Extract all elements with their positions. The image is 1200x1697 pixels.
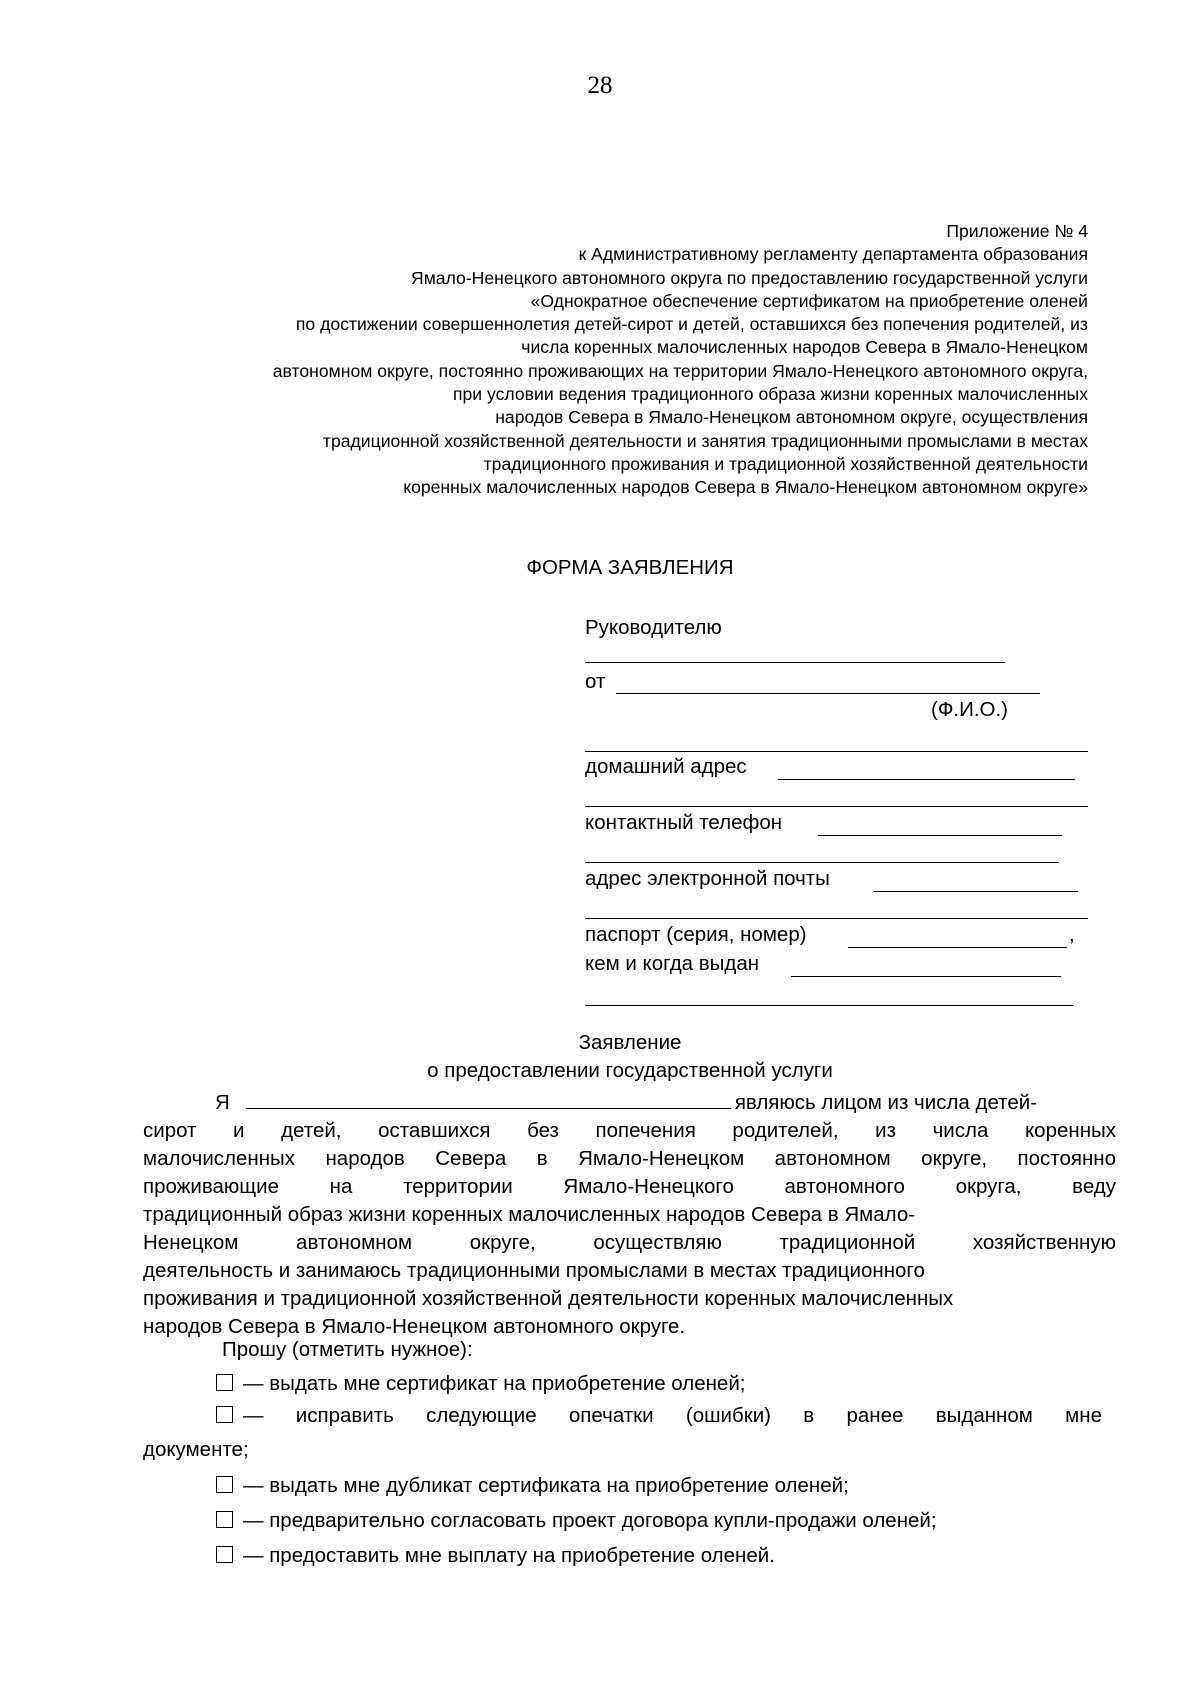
appendix-line: «Однократное обеспечение сертификатом на приобретение оленей [530,290,1088,311]
statement-title: Заявление [578,1031,682,1054]
appendix-line: Ямало-Ненецкого автономного округа по предоставлению государственной услуги [410,267,1088,288]
from-field-line[interactable] [616,693,1040,694]
statement-line: традиционный образ жизни коренных малочисленных народов Севера в Ямало- [143,1203,916,1226]
passport-line-top[interactable] [585,918,1088,919]
email-field-line[interactable] [873,891,1078,892]
option-correction-continuation: документе; [143,1438,249,1461]
appendix-line: традиционного проживания и традиционной хозяйственной деятельности [483,453,1088,474]
appendix-line: коренных малочисленных народов Севера в Ямало-Ненецком автономном округе» [403,477,1088,498]
checkbox-certificate[interactable] [216,1374,233,1391]
option-certificate [216,1372,745,1396]
statement-line: малочисленных народов Севера в Ямало-Ненецком автономном округе, постоянно [143,1147,1116,1170]
statement-line: проживающие на территории Ямало-Ненецкого автономного округа, веду [143,1175,1116,1198]
page-number: 28 [587,72,613,99]
option-contract [216,1509,937,1533]
issued-line-bottom[interactable] [585,1005,1073,1006]
statement-line: проживания и традиционной хозяйственной деятельности коренных малочисленных [143,1287,954,1310]
request-prompt: Прошу (отметить нужное): [222,1338,473,1361]
appendix-line: традиционной хозяйственной деятельности и занятия традиционными промыслами в местах [322,430,1088,451]
option-contract-label: — предварительно согласовать проект договора купли-продажи оленей; [243,1509,937,1532]
option-duplicate-label: — выдать мне дубликат сертификата на приобретение оленей; [243,1474,849,1497]
statement-line: деятельность и занимаюсь традиционными промыслами в местах традиционного [143,1259,925,1282]
option-duplicate [216,1474,849,1498]
option-correction-label: — исправить следующие опечатки (ошибки) в ранее выданном мне [243,1404,1102,1427]
option-correction [216,1404,1102,1428]
statement-line: народов Севера в Ямало-Ненецком автономного округе. [143,1315,686,1338]
appendix-line: числа коренных малочисленных народов Севера в Ямало-Ненецком [521,337,1088,358]
appendix-line: автономном округе, постоянно проживающих на территории Ямало-Ненецкого автономного округа, [272,360,1088,381]
address-label: домашний адрес [585,755,747,778]
appendix-header [88,220,1088,500]
checkbox-duplicate[interactable] [216,1476,233,1493]
issued-field-line[interactable] [791,976,1061,977]
address-field-line[interactable] [778,779,1075,780]
appendix-line: Приложение № 4 [946,221,1088,241]
passport-comma: , [1069,923,1075,946]
checkbox-contract[interactable] [216,1511,233,1528]
statement-line: сирот и детей, оставшихся без попечения родителей, из числа коренных [143,1119,1116,1142]
phone-field-line[interactable] [818,835,1062,836]
phone-line-top[interactable] [585,806,1088,807]
appendix-line: народов Севера в Ямало-Ненецком автономном округе, осуществления [495,407,1088,428]
option-certificate-label: — выдать мне сертификат на приобретение оленей; [243,1372,746,1395]
email-label: адрес электронной почты [585,867,830,890]
to-field-line[interactable] [585,662,1005,663]
appendix-line: по достижении совершеннолетия детей-сирот и детей, оставшихся без попечения родителей, из [295,314,1088,335]
option-payment [216,1544,775,1568]
from-label: от [585,670,606,693]
statement-first-line [143,1086,1116,1117]
form-title: ФОРМА ЗАЯВЛЕНИЯ [526,556,734,579]
appendix-line: при условии ведения традиционного образа жизни коренных малочисленных [453,384,1088,405]
first-line-prefix: Я [215,1091,230,1114]
statement-body [143,1086,1116,1341]
address-line-top[interactable] [585,751,1088,752]
phone-label: контактный телефон [585,811,783,834]
applicant-name-field[interactable] [246,1086,731,1109]
to-label: Руководителю [585,616,722,639]
checkbox-payment[interactable] [216,1546,233,1563]
issued-label: кем и когда выдан [585,952,760,975]
appendix-line: к Административному регламенту департамента образования [578,244,1088,265]
fio-label: (Ф.И.О.) [931,698,1009,721]
email-line-top[interactable] [585,862,1059,863]
first-line-suffix: являюсь лицом из числа детей- [734,1091,1038,1114]
option-payment-label: — предоставить мне выплату на приобретение оленей. [243,1544,775,1567]
statement-subtitle: о предоставлении государственной услуги [427,1059,833,1082]
statement-line: Ненецком автономном округе, осуществляю традиционной хозяйственную [143,1231,1116,1254]
statement-lines [143,1117,1116,1341]
passport-field-line[interactable] [848,947,1067,948]
passport-label: паспорт (серия, номер) [585,923,807,946]
checkbox-correction[interactable] [216,1406,233,1423]
